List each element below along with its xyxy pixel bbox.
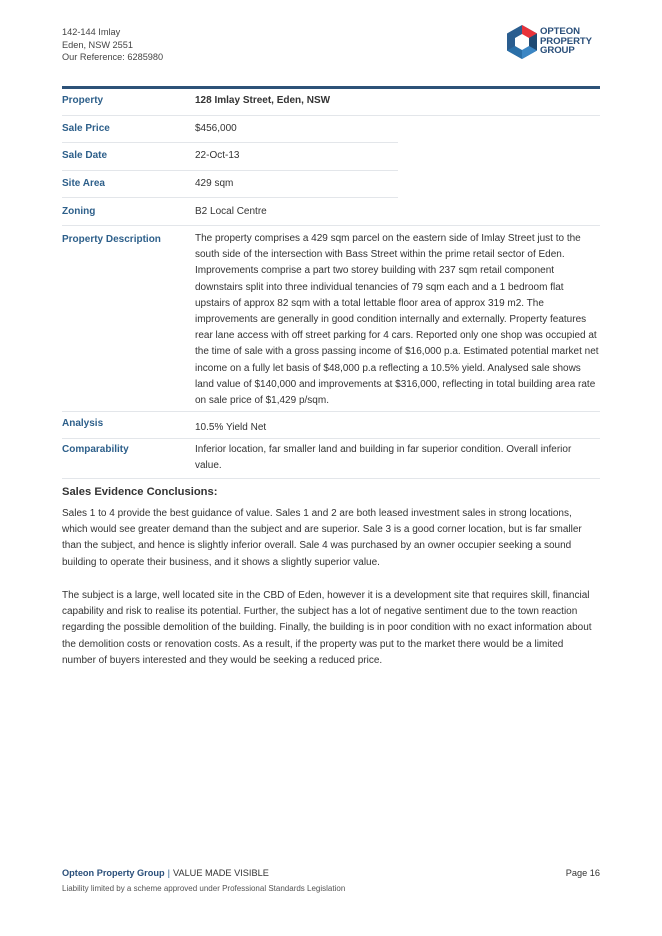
- comparability-label: Comparability: [62, 444, 129, 455]
- row-sale-date: [62, 143, 398, 171]
- footer-brand: [62, 868, 269, 878]
- sale-date-label: Sale Date: [62, 150, 108, 161]
- zoning-value: B2 Local Centre: [195, 206, 267, 217]
- sale-price-label: Sale Price: [62, 123, 110, 134]
- address-line-1: 142-144 Imlay: [62, 27, 121, 37]
- zoning-label: Zoning: [62, 206, 96, 217]
- address-line-2: Eden, NSW 2551: [62, 39, 133, 50]
- footer-tagline: VALUE MADE VISIBLE: [173, 868, 269, 878]
- row-analysis: [62, 412, 600, 439]
- row-property-description: [62, 226, 600, 412]
- comparability-value: Inferior location, far smaller land and building in far superior condition. Overall inferior value.: [195, 444, 572, 472]
- analysis-label: Analysis: [62, 418, 104, 429]
- reference-number: Our Reference: 6285980: [62, 52, 164, 62]
- liability-notice: Liability limited by a scheme approved under Professional Standards Legislation: [62, 884, 346, 893]
- row-sale-price: [62, 116, 398, 143]
- logo-line-1: OPTEON: [540, 26, 580, 37]
- logo-wordmark: [540, 27, 592, 56]
- logo-line-2: PROPERTY: [540, 35, 592, 47]
- row-comparability: [62, 439, 600, 479]
- sale-date-value: 22-Oct-13: [195, 150, 240, 161]
- row-site-area: [62, 171, 398, 198]
- property-label: Property: [62, 95, 104, 106]
- conclusions-heading: Sales Evidence Conclusions:: [62, 486, 218, 498]
- sale-price-value: $456,000: [195, 123, 237, 134]
- conclusions-paragraph-2: The subject is a large, well located site in the CBD of Eden, however it is a development site that requires skill, financial capability and risk to realise its potential. Further, the subject has a lot of negative sentiment due to the town reaction regarding the possible demolition of the building. Finally, the building is in poor condition with no exact information about the demolition costs or renovation costs. As a result, if the property was put to the market there would be a limited number of buyers interested and they would be seeking a reduced price.: [62, 590, 592, 666]
- description-value: The property comprises a 429 sqm parcel on the eastern side of Imlay Street just to the south side of the intersection with Bass Street within the prime retail sector of Eden. Improvements comprise a part two storey building with 237 sqm retail component downstairs split into three individual tenancies of 79 sqm each and a 1 bedroom flat upstairs of approx 82 sqm with a total lettable floor area of approx 319 m2. The improvements are generally in good condition internally and externally. Property features rear lane access with off street parking for 4 cars. Reported only one shop was occupied at the time of sale with a gross passing income of $16,000 p.a. Estimated potential market net income on a fully let basis of $48,000 p.a reflecting a 10.5% yield. Analysed sale shows land value of $140,000 and improvements at $316,000, reflecting in total building area rate on sale price of $1,429 p/sqm.: [195, 233, 599, 407]
- description-label: Property Description: [62, 234, 161, 245]
- site-area-label: Site Area: [62, 178, 105, 189]
- analysis-value: 10.5% Yield Net: [195, 422, 267, 433]
- footer-separator: |: [167, 868, 170, 878]
- row-zoning: [62, 198, 600, 226]
- footer-company: Opteon Property Group: [62, 868, 165, 878]
- hexagon-logo-icon: [505, 24, 539, 60]
- site-area-value: 429 sqm: [195, 178, 234, 189]
- header-address: [62, 26, 163, 64]
- page-number: Page 16: [565, 868, 600, 878]
- logo-line-3: GROUP: [540, 45, 575, 57]
- opteon-logo: [505, 24, 601, 60]
- conclusions-paragraph-1: Sales 1 to 4 provide the best guidance of value. Sales 1 and 2 are both leased investment sales in strong locations, which would see greater demand than the subject and are superior. Sale 3 is a good corner location, but is far smaller than the subject, and hence is slightly inferior overall. Sale 4 was purchased by an owner occupier seeking a sound building to operate their business, and it shows a slightly superior value.: [62, 508, 582, 568]
- property-value: 128 Imlay Street, Eden, NSW: [195, 95, 331, 106]
- row-property: [62, 89, 600, 116]
- property-details-table: [62, 89, 600, 479]
